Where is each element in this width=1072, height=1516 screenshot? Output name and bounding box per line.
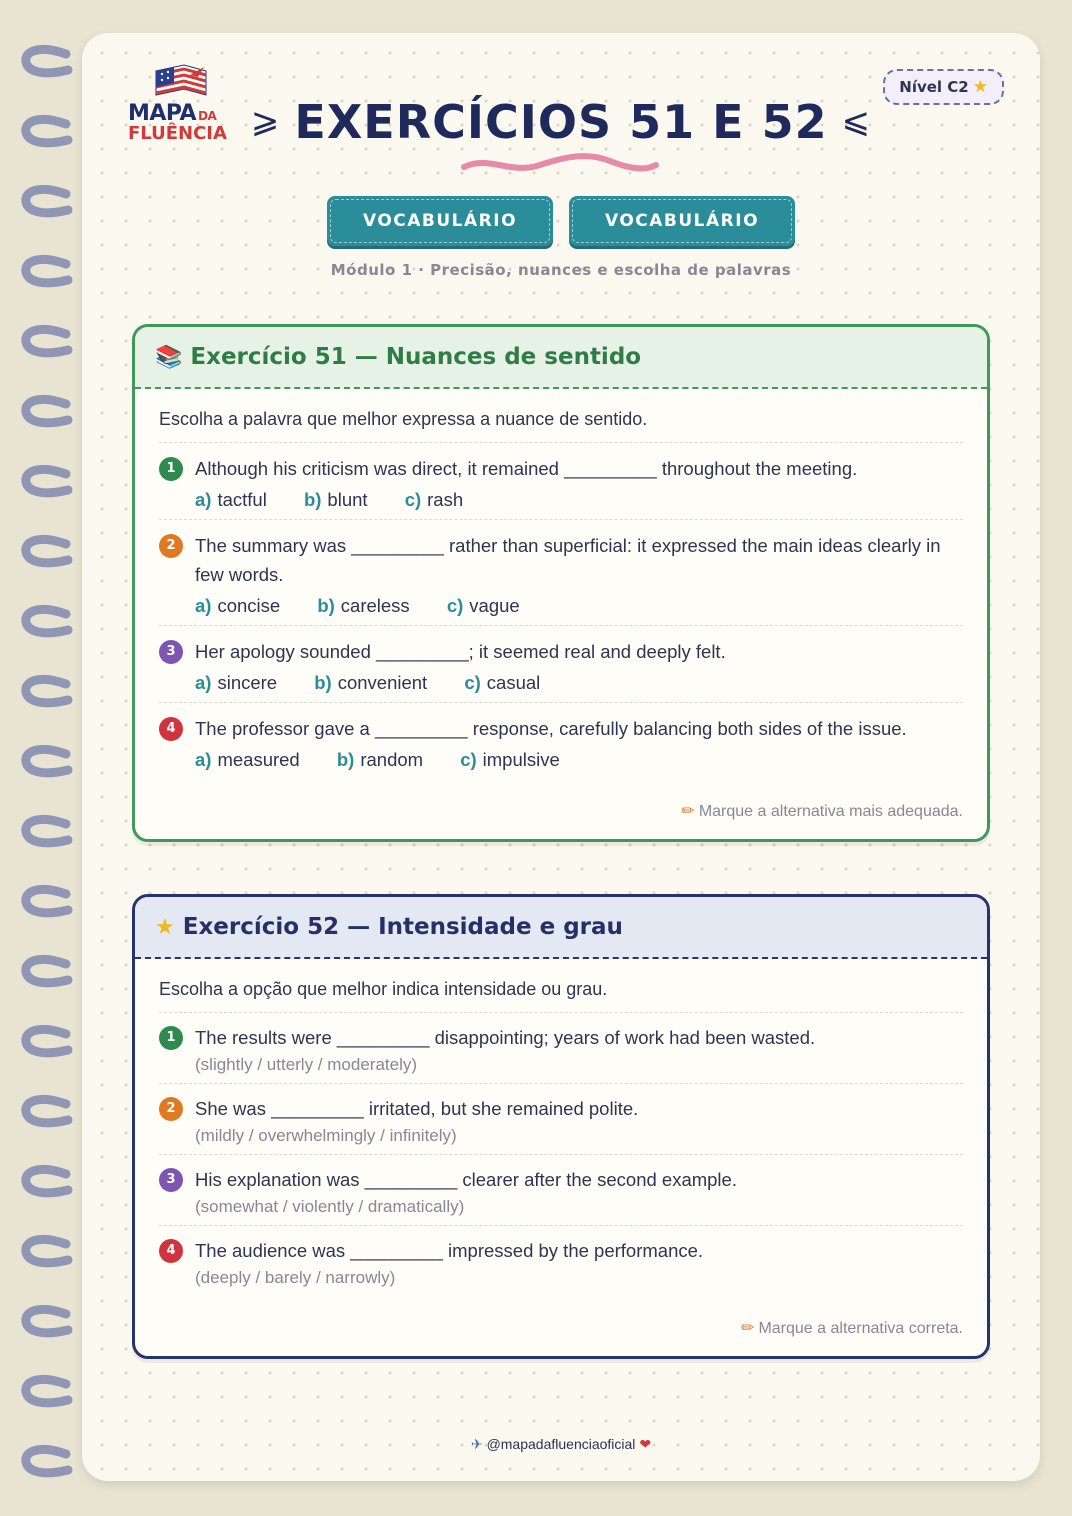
airplane-icon: ✈: [470, 1436, 483, 1452]
option-letter: a): [195, 595, 212, 616]
option-text: convenient: [337, 672, 428, 693]
pencil-icon: ✏: [741, 1320, 755, 1337]
question-number: 2: [159, 1097, 183, 1121]
spiral-binding: [18, 40, 78, 1480]
answer-options: [195, 672, 963, 694]
star-icon: ★: [972, 77, 988, 97]
question-item: [159, 626, 963, 703]
topic-tag: VOCABULÁRIO: [569, 196, 795, 246]
topic-tag: VOCABULÁRIO: [327, 196, 553, 246]
option-letter: b): [303, 489, 322, 510]
question-number: 4: [159, 717, 183, 741]
option-letter: a): [195, 489, 212, 510]
option-b[interactable]: [304, 489, 368, 511]
answer-options: [195, 595, 963, 617]
choice-hint: (somewhat / violently / dramatically): [195, 1197, 465, 1216]
choice-hint: (mildly / overwhelmingly / infinitely): [195, 1126, 457, 1145]
level-badge: [883, 69, 1004, 105]
option-text: sincere: [217, 672, 278, 693]
question-item: [159, 520, 963, 626]
question-text: She was _________ irritated, but she remained polite.: [195, 1098, 639, 1119]
option-text: vague: [469, 595, 520, 616]
answer-options: [195, 749, 963, 771]
option-b[interactable]: [337, 749, 423, 771]
pencil-icon: ✏: [681, 803, 695, 820]
question-number: 3: [159, 1168, 183, 1192]
question-number: 4: [159, 1239, 183, 1263]
exercise-52-instruction: Escolha a opção que melhor indica intensidade ou grau.: [159, 979, 963, 1013]
question-text: The professor gave a _________ response, carefully balancing both sides of the issue.: [195, 718, 907, 739]
question-number: 2: [159, 534, 183, 558]
option-text: measured: [217, 749, 300, 770]
question-number: 1: [159, 1026, 183, 1050]
option-text: concise: [217, 595, 281, 616]
question-text: Although his criticism was direct, it remained _________ throughout the meeting.: [195, 458, 858, 479]
logo-text-mapa: MAPA DA: [128, 101, 217, 126]
option-text: random: [360, 749, 424, 770]
question-text: The audience was _________ impressed by the performance.: [195, 1240, 704, 1261]
exercise-52-header: [135, 897, 987, 959]
answer-options: [195, 489, 963, 511]
choice-hint: (deeply / barely / narrowly): [195, 1268, 396, 1287]
option-a[interactable]: [195, 749, 300, 771]
logo-text-da: DA: [198, 109, 217, 123]
module-subtitle: Módulo 1 · Precisão, nuances e escolha de palavras: [330, 261, 792, 279]
heart-icon: ❤: [639, 1436, 652, 1452]
footer: [82, 1436, 1040, 1453]
star-icon: ★: [155, 914, 175, 940]
question-item: [159, 1013, 963, 1084]
topic-tags: [82, 196, 1040, 246]
option-letter: b): [317, 595, 335, 616]
note-text: Marque a alternativa correta.: [758, 1320, 963, 1337]
option-text: rash: [427, 489, 464, 510]
option-text: casual: [486, 672, 541, 693]
option-letter: b): [336, 749, 355, 770]
option-a[interactable]: [195, 672, 277, 694]
option-letter: c): [446, 595, 464, 616]
exercise-51-note: [681, 801, 963, 821]
option-letter: c): [460, 749, 477, 770]
option-letter: b): [314, 672, 332, 693]
exercise-52-note: [741, 1318, 963, 1338]
option-c[interactable]: [460, 749, 560, 771]
question-text: The results were _________ disappointing; years of work had been wasted.: [195, 1027, 816, 1048]
title-left-deco: ⩾: [250, 101, 281, 141]
question-item: [159, 443, 963, 520]
question-item: [159, 1226, 963, 1296]
social-handle[interactable]: @mapadafluenciaoficial: [486, 1436, 636, 1452]
option-a[interactable]: [195, 489, 267, 511]
question-number: 3: [159, 640, 183, 664]
books-icon: 📚: [155, 344, 183, 370]
spiral-rings: [18, 40, 78, 1480]
option-text: careless: [340, 595, 410, 616]
option-letter: c): [404, 489, 422, 510]
question-item: [159, 703, 963, 779]
option-c[interactable]: [447, 595, 520, 617]
question-item: [159, 1155, 963, 1226]
option-b[interactable]: [317, 595, 409, 617]
option-a[interactable]: [195, 595, 280, 617]
level-label: Nível C2: [899, 78, 969, 96]
question-number: 1: [159, 457, 183, 481]
option-letter: a): [195, 749, 212, 770]
logo-text-fluencia: FLUÊNCIA: [128, 123, 227, 144]
exercise-51-title: Exercício 51 — Nuances de sentido: [190, 344, 642, 370]
option-letter: a): [195, 672, 212, 693]
option-text: tactful: [217, 489, 267, 510]
question-text: Her apology sounded _________; it seemed real and deeply felt.: [195, 641, 726, 662]
exercise-52-title: Exercício 52 — Intensidade e grau: [182, 914, 623, 940]
option-letter: c): [464, 672, 481, 693]
exercise-52-card: [132, 894, 990, 1359]
question-item: [159, 1084, 963, 1155]
option-b[interactable]: [314, 672, 427, 694]
exercise-51-header: [135, 327, 987, 389]
question-text: His explanation was _________ clearer after the second example.: [195, 1169, 737, 1190]
exercise-51-card: [132, 324, 990, 842]
option-c[interactable]: [405, 489, 463, 511]
title-right-deco: ⩽: [841, 101, 872, 141]
question-text: The summary was _________ rather than superficial: it expressed the main ideas clearly in few words.: [195, 535, 941, 585]
worksheet-page: [82, 33, 1040, 1481]
title-text: EXERCÍCIOS 51 E 52: [294, 95, 828, 149]
option-text: blunt: [327, 489, 368, 510]
option-text: impulsive: [482, 749, 560, 770]
option-c[interactable]: [464, 672, 540, 694]
exercise-51-instruction: Escolha a palavra que melhor expressa a nuance de sentido.: [159, 409, 963, 443]
title-underline-squiggle: [460, 149, 660, 179]
note-text: Marque a alternativa mais adequada.: [698, 803, 963, 820]
choice-hint: (slightly / utterly / moderately): [195, 1055, 418, 1074]
